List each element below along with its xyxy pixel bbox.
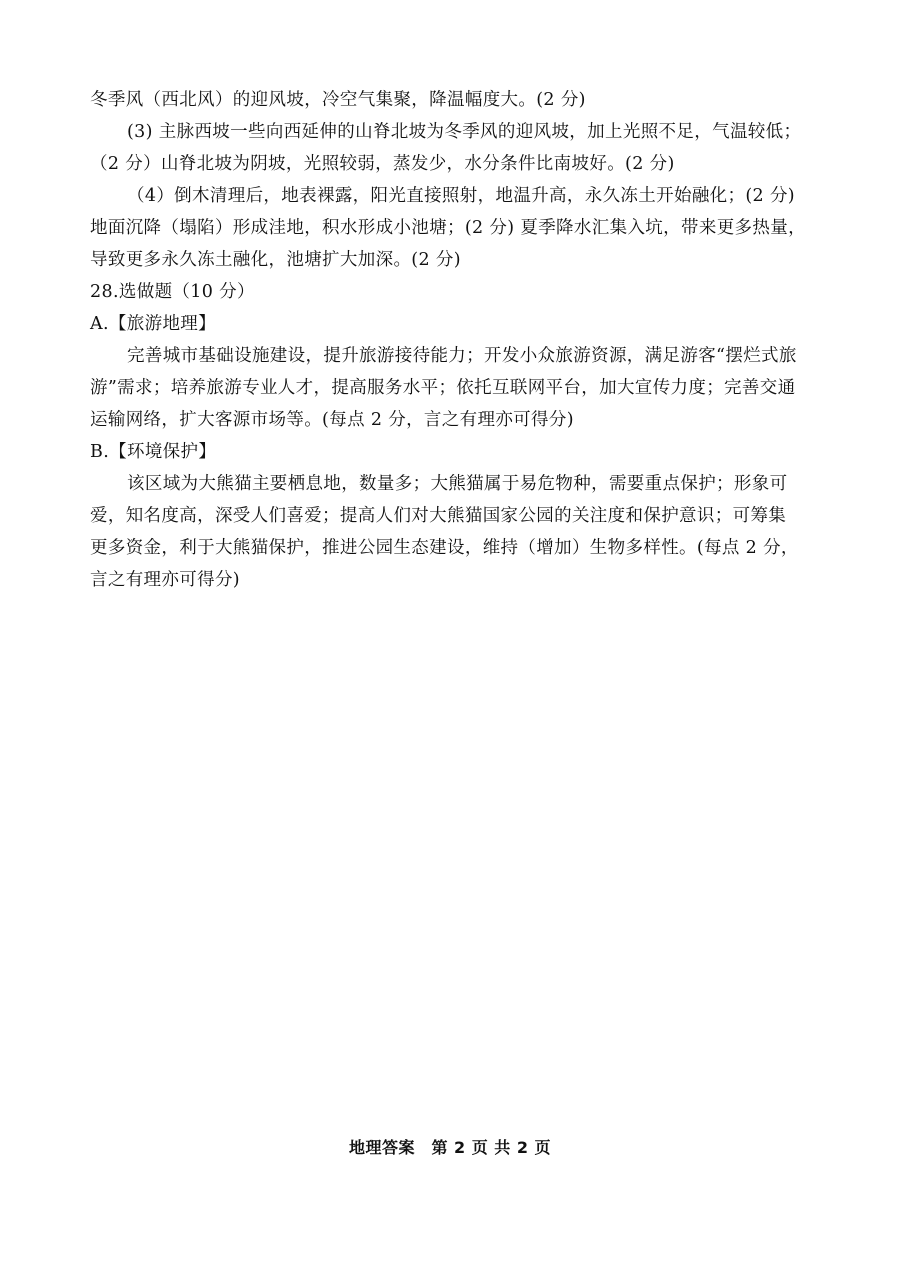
text-line: 游”需求；培养旅游专业人才，提高服务水平；依托互联网平台，加大宣传力度；完善交通 xyxy=(90,378,796,398)
page-footer: 地理答案 第 2 页 共 2 页 xyxy=(348,1138,552,1157)
section-heading-a: A.【旅游地理】 xyxy=(90,314,217,334)
text-line: （2 分）山脊北坡为阴坡，光照较弱，蒸发少，水分条件比南坡好。(2 分) xyxy=(90,154,675,174)
answer-document xyxy=(90,84,810,596)
text-line: 运输网络，扩大客源市场等。(每点 2 分，言之有理亦可得分) xyxy=(90,410,574,430)
text-line: (3) 主脉西坡一些向西延伸的山脊北坡为冬季风的迎风坡，加上光照不足，气温较低； xyxy=(127,122,802,142)
text-line: 完善城市基础设施建设，提升旅游接待能力；开发小众旅游资源，满足游客“摆烂式旅 xyxy=(127,346,797,366)
text-line: 更多资金，利于大熊猫保护，推进公园生态建设，维持（增加）生物多样性。(每点 2 分， xyxy=(90,538,799,558)
text-line: 爱，知名度高，深受人们喜爱；提高人们对大熊猫国家公园的关注度和保护意识；可筹集 xyxy=(90,506,787,526)
text-line: （4）倒木清理后，地表裸露，阳光直接照射，地温升高，永久冻土开始融化；(2 分) xyxy=(127,186,795,206)
text-line: 导致更多永久冻土融化，池塘扩大加深。(2 分) xyxy=(90,250,461,270)
section-heading-b: B.【环境保护】 xyxy=(90,442,217,462)
text-line: 该区域为大熊猫主要栖息地，数量多；大熊猫属于易危物种，需要重点保护；形象可 xyxy=(127,474,788,494)
text-line: 言之有理亦可得分) xyxy=(90,570,240,590)
question-heading: 28.选做题（10 分） xyxy=(90,282,255,302)
text-line: 地面沉降（塌陷）形成洼地，积水形成小池塘；(2 分) 夏季降水汇集入坑，带来更多热量， xyxy=(90,218,806,238)
text-line: 冬季风（西北风）的迎风坡，冷空气集聚，降温幅度大。(2 分) xyxy=(90,90,586,110)
